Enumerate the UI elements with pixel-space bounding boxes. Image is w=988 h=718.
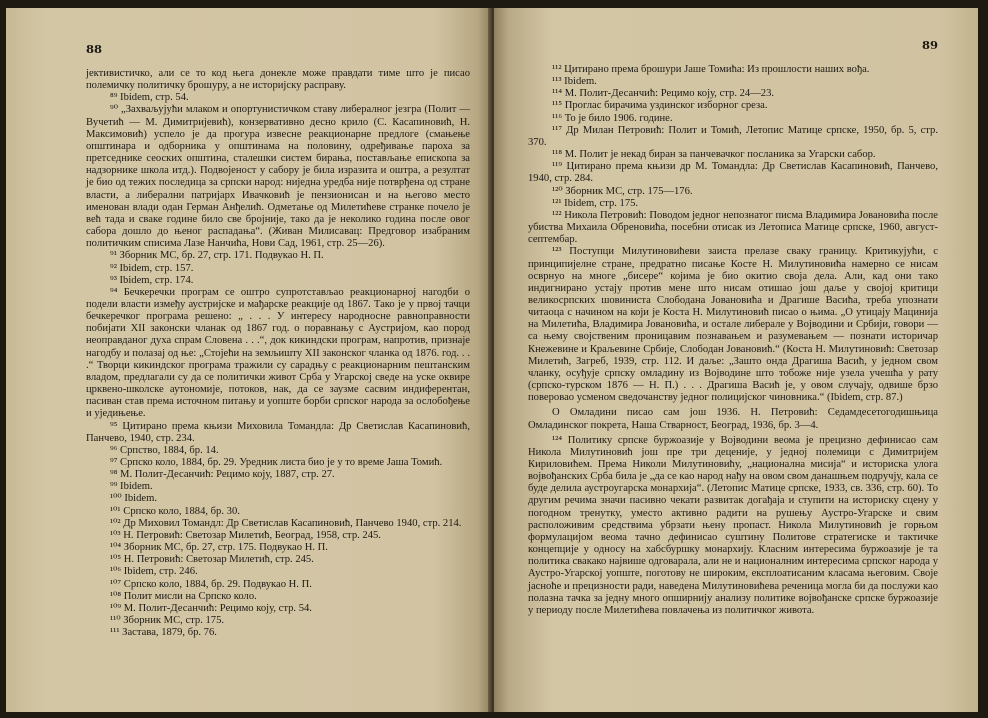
footnote-paragraph: ¹²³ Поступци Милутиновићеви заиста прелазе сваку границу. Критикујући, с принципијелне стране, предратно писање Косте Н. Милутиновића намерно се нисам осврнуо на многе „бисере“ којима је био окитио своја дела. Али, кад они тако индигнирано устају против мене што нисам отишао још даље у својој критици великосрпских шовиниста Слободана Јовановића и Драгише Васића, треба упознати читаоца с начином на који је Коста Н. Милутиновић писао о њима. „О утицају Мацинија на Милетића, Владимира Јовановића, и остале либерале у Војводини и Србији, говори — са њему својственим проницавим познавањем и разумевањем — познати историчар Кнежевине и Краљевине Србије, Слободан Јовановић.“ (Коста Н. Милутиновић: Светозар Милетић, Загреб, 1939, стр. 112. И даље: „Зашто онда Драгиша Васић, у једном свом чланку, осуђује српску омладину из Војводине што тобоже није узела учешћа у рату (српско-турском 1876 — Н. П.) . . . Драгиша Васић је, у овом случају, одвише брзо поверовао усменом сведочанству једног полицијског чиновника.“ (Ibidem, стр. 87.) [528, 246, 938, 404]
footnote-paragraph: ¹¹⁶ То је било 1906. године. [552, 112, 673, 124]
footnote-paragraph: ¹¹³ Ibidem. [552, 76, 597, 88]
footnote-paragraph: ¹⁰⁰ Ibidem. [110, 493, 157, 505]
footnote-paragraph: ¹⁰⁶ Ibidem, стр. 246. [110, 566, 198, 578]
footnote-paragraph: ⁹¹ Зборник МС, бр. 27, стр. 171. Подвукао Н. П. [110, 250, 324, 262]
page-number: 88 [86, 42, 103, 56]
footnote-paragraph: О Омладини писао сам још 1936. Н. Петровић: Седамдесетогодишњица Омладинског покрета, Наша Стварност, Београд, 1936, бр. 3—4. [528, 407, 938, 431]
footnote-paragraph: ¹²¹ Ibidem, стр. 175. [552, 197, 639, 209]
footnote-paragraph: ⁹² Ibidem, стр. 157. [110, 262, 194, 274]
footnote-paragraph: ⁹⁸ М. Полит-Десанчић: Рецимо коју, 1887, стр. 27. [110, 469, 335, 481]
footnote-paragraph: јективистичко, али се то код њега донекле може правдати тиме што је писао полемичку политичку брошуру, а не историјску расправу. [86, 68, 470, 92]
footnote-paragraph: ¹¹⁴ М. Полит-Десанчић: Рецимо коју, стр. 24—23. [552, 88, 775, 100]
footnote-paragraph: ¹⁰⁵ Н. Петровић: Светозар Милетић, стр. 245. [110, 554, 314, 566]
footnote-paragraph: ¹¹² Цитирано према брошури Јаше Томића: Из прошлости наших вођа. [552, 64, 870, 75]
footnote-paragraph: ¹¹⁰ Зборник МС, стр. 175. [110, 615, 225, 627]
footnote-paragraph: ¹⁰⁷ Српско коло, 1884, бр. 29. Подвукао Н. П. [110, 578, 312, 590]
footnote-paragraph: ⁹⁵ Цитирано према књизи Миховила Томандла: Др Светислав Касапиновић, Панчево, 1940, стр. 234. [86, 420, 470, 444]
footnote-paragraph: ¹¹⁷ Др Милан Петровић: Полит и Томић, Летопис Матице српске, 1950, бр. 5, стр. 370. [528, 124, 938, 148]
footnote-paragraph: ¹¹⁹ Цитирано према књизи др М. Томандла: Др Светислав Касапиновић, Панчево, 1940, стр. 284. [528, 161, 938, 185]
footnote-paragraph: ¹²² Никола Петровић: Поводом једног непознатог писма Владимира Јовановића после убиства Михаила Обреновића, посебни отисак из Летописа Матице српске, 1960, август-септембар. [528, 209, 938, 246]
footnote-paragraph: ¹¹⁵ Проглас бирачима уздинског изборног среза. [552, 100, 768, 112]
footnote-paragraph: ¹²⁴ Политику српске буржоазије у Војводини веома је прецизно дефинисао сам Никола Милутиновић још пре три деценије, у једној полемици с Димитријем Кириловићем. Према Николи Милутиновићу, „национална мисија“ и историска улога војвођанских Срба била је „да се као народ нађу на овом свом данашњем подручју, кала се буде делила аустроугарска монархија“. (Летопис Матице српске, 1933, св. 336, стр. 60). То другим речима значи пасивно чекати развитак догађаја и ступити на историску сцену у погодном тренутку, уместо активно радити на рушењу Аустро-Угарске и свим расположивим средствима убрзати њену пропаст. Никола Милутиновић је горњом формулацијом веома тачно дефинисао суштину Политове стратегиске и тактичке концепције у односу на хабсбуршку монархију. Класним интересима буржоазије је та политика свакако највише одговарала, али не и националним интересима српског народа у Аустро-Угарској уопште, поготову не широким, експлоатисаним класама његовим. Своје јасноће и прецизности ради, наведена Милутиновићева реченица могла би да послужи као полазна тачка за једну много опширнију анализу политике војвођанске српске буржоазије у периоду после Милетићева повлачења из политичког живота. [528, 434, 938, 616]
footnote-paragraph: ¹¹¹ Застава, 1879, бр. 76. [110, 627, 217, 639]
footnotes-text [86, 68, 470, 639]
footnote-paragraph: ¹⁰¹ Српско коло, 1884, бр. 30. [110, 505, 240, 517]
footnote-paragraph: ⁹⁰ „Захваљујући млаком и опортунистичком ставу либералног језгра (Полит — Вучетић — М. Димитријевић), конзервативно десно крило (С. Касапиновић, Н. Максимовић) успело је да прогура извесне реакционарне предлоге (смањење општинара и одборника у општинама на половину, одређивање пароха за претседнике сеоских општина, сталешки систем бирања, постављање епископа за надзорнике школа итд.). Подвојеност у сабору је била изразита и оштра, а резултат је био од тежих последица за српски народ: ниједна уредба није потврђена од стране власти, а либерални патријарх Ивачковић је пензионисан и на његово место именован влади одан Герман Анђелић. Одметање од Милетићеве странке почело је већ тада и сваке године било све бројније, тако да је неколико година после овог сабора дошло до њеног распадања“. (Живан Милисавац: Предговор изабраним политичким списима Лазе Нанчића, Нови Сад, 1961, стр. 25—26). [86, 104, 470, 250]
footnote-paragraph: ¹⁰² Др Миховил Томандл: Др Светислав Касапиновић, Панчево 1940, стр. 214. [110, 517, 462, 529]
footnote-paragraph: ⁹³ Ibidem, стр. 174. [110, 274, 194, 286]
footnote-paragraph: ¹⁰⁹ М. Полит-Десанчић: Рецимо коју, стр. 54. [110, 602, 312, 614]
footnote-paragraph: ¹⁰³ Н. Петровић: Светозар Милетић, Београд, 1958, стр. 245. [110, 529, 381, 541]
footnote-paragraph: ¹¹⁸ М. Полит је некад биран за панчевачког посланика за Угарски сабор. [552, 149, 876, 161]
footnote-paragraph: ¹⁰⁸ Полит мисли на Српско коло. [110, 590, 257, 602]
footnote-paragraph: ⁹⁶ Српство, 1884, бр. 14. [110, 444, 219, 456]
footnote-paragraph: ⁹⁴ Бечкеречки програм се оштро супротстављао реакционарној нагодби о подели власти између аустријске и мађарске реакције од 1867. Тако је у првој тачци бечкеречког програма решено: „ . . . У интересу народносне равноправности побијати XII законски чланак од 1867 год. о поравнању с Аустријом, као пород неоправданог духа спрам Словена . . .“, док кикиндски програм, напротив, признаје нагодбу и полазај од ње: „Стојећи на земљишту XII законског чланка од 1876. год. . . .“ Творци кикиндског програма тражили су сарадњу с реакционарним пештанским владом, предлагали су да се политички живот Срба у Угарској сведе на уске оквире црквено-школске аутономије, потоков, нак, да се заузме сасвим индиферентан, пасиван став према источном питању и уопште борби српског народа за ослобођење и уједињење. [86, 286, 470, 420]
footnote-paragraph: ⁹⁷ Српско коло, 1884, бр. 29. Уредник листа био је у то време Јаша Томић. [110, 457, 443, 468]
left-page [6, 8, 492, 712]
footnote-paragraph: ¹²⁰ Зборник МС, стр. 175—176. [552, 185, 693, 197]
footnote-paragraph: ¹⁰⁴ Зборник МС, бр. 27, стр. 175. Подвукао Н. П. [110, 542, 328, 554]
footnote-paragraph: ⁹⁹ Ibidem. [110, 481, 153, 493]
footnotes-text [528, 64, 938, 617]
page-number: 89 [921, 38, 938, 52]
right-page [494, 8, 978, 712]
footnote-paragraph: ⁸⁹ Ibidem, стр. 54. [110, 92, 189, 104]
